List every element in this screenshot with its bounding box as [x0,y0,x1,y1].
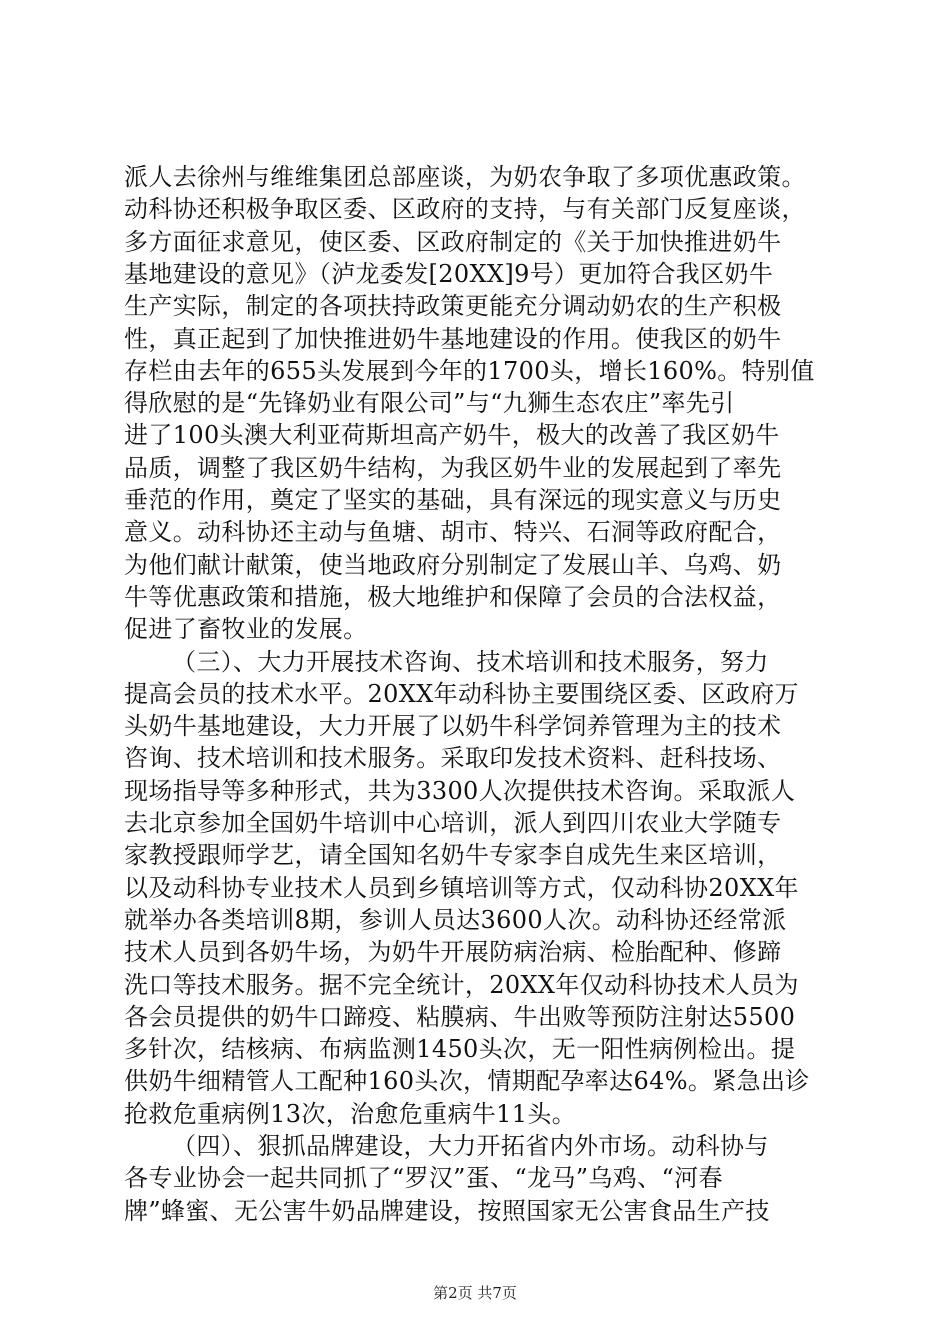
paragraph-line: 存栏由去年的655头发展到今年的1700头，增长160%。特别值 [124,356,815,385]
paragraph-line: 动科协还积极争取区委、区政府的支持，与有关部门反复座谈， [124,195,806,224]
paragraph-line: 头奶牛基地建设，大力开展了以奶牛科学饲养管理为主的技术 [124,712,782,741]
paragraph-line: 基地建设的意见》（泸龙委发[20XX]9号）更加符合我区奶牛 [124,259,774,288]
paragraph-line: 意义。动科协还主动与鱼塘、胡市、特兴、石洞等政府配合， [124,518,782,547]
paragraph-line: （四）、狠抓品牌建设，大力开拓省内外市场。动科协与 [172,1132,769,1160]
paragraph-line: 派人去徐州与维维集团总部座谈，为奶农争取了多项优惠政策。 [124,163,806,191]
paragraph-line: 去北京参加全国奶牛培训中心培训，派人到四川农业大学随专 [124,809,782,837]
paragraph-line: 牛等优惠政策和措施，极大地维护和保障了会员的合法权益， [124,582,782,611]
paragraph-line: 供奶牛细精管人工配种160头次，情期配孕率达64%。紧急出诊 [124,1067,810,1096]
paragraph-line: 洗口等技术服务。据不完全统计，20XX年仅动科协技术人员为 [124,970,799,999]
paragraph-line: 提高会员的技术水平。20XX年动科协主要围绕区委、区政府万 [124,679,799,708]
paragraph-line: 牌”蜂蜜、无公害牛奶品牌建设，按照国家无公害食品生产技 [124,1196,770,1225]
paragraph-line: 现场指导等多种形式，共为3300人次提供技术咨询。采取派人 [124,776,796,805]
paragraph-line: 各专业协会一起共同抓了“罗汉”蛋、“龙马”乌鸡、“河春 [124,1164,723,1193]
paragraph-line: 垂范的作用，奠定了坚实的基础，具有深远的现实意义与历史 [124,486,782,514]
paragraph-line: 就举办各类培训8期，参训人员达3600人次。动科协还经常派 [124,905,787,934]
paragraph-line: 得欣慰的是“先锋奶业有限公司”与“九狮生态农庄”率先引 [124,389,735,418]
paragraph-line: （三）、大力开展技术咨询、技术培训和技术服务，努力 [172,647,769,676]
paragraph-line: 进了100头澳大利亚荷斯坦高产奶牛，极大的改善了我区奶牛 [124,421,780,450]
paragraph-line: 家教授跟师学艺，请全国知名奶牛专家李自成先生来区培训， [124,841,782,870]
paragraph-line: 咨询、技术培训和技术服务。采取印发技术资料、赶科技场、 [124,744,782,773]
paragraph-line: 多方面征求意见，使区委、区政府制定的《关于加快推进奶牛 [124,227,782,256]
paragraph-line: 促进了畜牧业的发展。 [124,615,368,644]
paragraph-line: 技术人员到各奶牛场，为奶牛开展防病治病、检胎配种、修蹄 [124,938,782,967]
paragraph-line: 多针次，结核病、布病监测1450头次，无一阳性病例检出。提 [124,1035,796,1064]
paragraph-line: 为他们献计献策，使当地政府分别制定了发展山羊、乌鸡、奶 [124,550,782,579]
paragraph-line: 以及动科协专业技术人员到乡镇培训等方式，仅动科协20XX年 [124,873,799,902]
page-number-footer: 第2页 共7页 [433,1284,517,1302]
paragraph-line: 品质，调整了我区奶牛结构，为我区奶牛业的发展起到了率先 [124,453,782,482]
paragraph-line: 各会员提供的奶牛口蹄疫、粘膜病、牛出败等预防注射达5500 [124,1002,796,1031]
paragraph-line: 抢救危重病例13次，治愈危重病牛11头。 [124,1099,577,1128]
paragraph-line: 生产实际，制定的各项扶持政策更能充分调动奶农的生产积极 [124,292,782,321]
paragraph-line: 性，真正起到了加快推进奶牛基地建设的作用。使我区的奶牛 [124,324,782,353]
